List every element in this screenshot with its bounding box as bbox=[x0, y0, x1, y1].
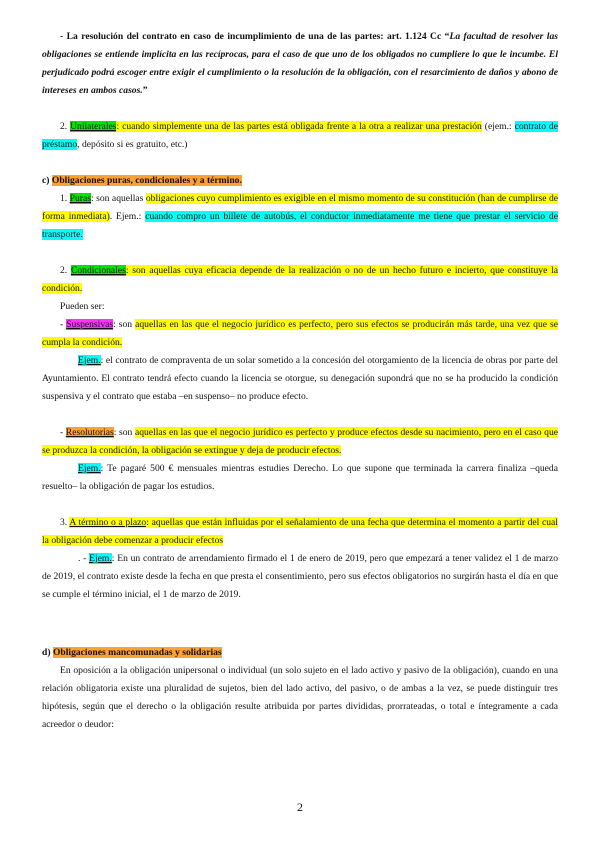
document-page bbox=[42, 28, 558, 734]
suspensivas-example bbox=[42, 352, 558, 406]
section-letter: c) bbox=[42, 175, 52, 186]
term-puras: Puras bbox=[69, 193, 91, 204]
condicionales-definition: aquellas cuya eficacia depende de la realización o no de un hecho futuro e incierto, que constituye la condición. bbox=[42, 265, 559, 294]
resolutorias-example-text: : Te pagaré 500 € mensuales mientras estudies Derecho. Lo que supone que terminada la carrera finaliza –queda resuelto– la obligación de pagar los estudios. bbox=[42, 463, 558, 492]
item-number: 2. bbox=[60, 121, 71, 132]
item-number: 2. bbox=[60, 265, 71, 276]
quote-close: ” bbox=[142, 85, 148, 96]
termino-example-text: : En un contrato de arrendamiento firmado el 1 de enero de 2019, pero que empezará a tener validez el 1 de marzo de 2019, el contrato existe desde la fecha en que presta el consentimiento, pero sus efectos obligatorios no surgirán hasta el día en que se cumple el término inicial, el 1 de marzo de 2019. bbox=[42, 553, 558, 600]
term-a-termino: A término o a plazo bbox=[69, 517, 147, 528]
example-prefix: (ejem.: bbox=[481, 121, 515, 132]
resolutorias-paragraph bbox=[42, 424, 558, 460]
ejem-label: Ejem. bbox=[89, 553, 112, 564]
suspensivas-paragraph bbox=[42, 316, 558, 352]
article-quote: La facultad de resolver las obligaciones se entiende implícita en las recíprocas, para el caso de que uno de los obligados no cumpliere lo que le incumbe. El perjudicado podrá escoger entre exigir el cumplimiento o la resolución de la obligación, con el resarcimiento de daños y abono de intereses en ambos casos. bbox=[42, 31, 558, 96]
unilaterales-definition: : cuando simplemente una de las partes está obligada frente a la otra a realizar una prestación bbox=[116, 121, 482, 132]
resolutorias-definition: aquellas en las que el negocio jurídico es perfecto y produce efectos desde su nacimiento, pero en el caso que se produzca la condición, la obligación se extingue y deja de producir efectos. bbox=[42, 427, 559, 456]
term-resolutorias: Resolutorias bbox=[65, 427, 114, 438]
connector-text: : son aquellas bbox=[91, 193, 146, 204]
section-d-title: Obligaciones mancomunadas y solidarias bbox=[52, 647, 222, 658]
term-unilaterales: Unilaterales bbox=[70, 121, 117, 132]
termino-example bbox=[42, 550, 558, 604]
section-d-body: En oposición a la obligación unipersonal o individual (un solo sujeto en el lado activo y pasivo de la obligación), cuando en una relación obligatoria existe una pluralidad de sujetos, bien del lado activo, del pasivo, o de ambas a la vez, se puede distinguir tres hipótesis, según que el derecho o la obligación resulte atribuida por partes divididas, prorrateadas, o total e íntegramente a cada acreedor o deudor: bbox=[42, 665, 558, 730]
example-suffix: , depósito si es gratuito, etc.) bbox=[77, 139, 188, 150]
resolution-paragraph bbox=[42, 28, 558, 100]
connector-text: : son bbox=[113, 319, 136, 330]
termino-definition: aquellas que están influidas por el señalamiento de una fecha que determina el momento a partir del cual la obligación debe comenzar a producir efectos bbox=[42, 517, 558, 546]
termino-paragraph bbox=[42, 514, 558, 550]
section-c-title: Obligaciones puras, condicionales y a término. bbox=[51, 175, 242, 186]
puras-example: cuando compro un billete de autobús, el conductor inmediatamente me tiene que prestar el servicio de transporte. bbox=[42, 211, 558, 240]
ejem-label: Ejem. bbox=[78, 355, 101, 366]
term-suspensivas: Suspensivas bbox=[66, 319, 114, 330]
item-number: 1. bbox=[60, 193, 70, 204]
section-c-heading bbox=[42, 172, 558, 190]
suspensivas-definition: aquellas en las que el negocio jurídico es perfecto, pero sus efectos se producirán más tarde, una vez que se cumpla la condición. bbox=[42, 319, 558, 348]
connector-text: : son bbox=[125, 265, 150, 276]
connector-text: . Ejem.: bbox=[109, 211, 146, 222]
item-number: 3. bbox=[60, 517, 70, 528]
section-d-heading bbox=[42, 644, 558, 662]
page-number: 2 bbox=[297, 800, 303, 814]
puras-definition: obligaciones cuyo cumplimiento es exigible en el mismo momento de su constitución (han de cumplirse de forma inmediata) bbox=[42, 193, 559, 222]
suspensivas-example-text: : el contrato de compraventa de un solar sometido a la concesión del otorgamiento de la licencia de obras por parte del Ayuntamiento. El contrato tendrá efecto cuando la licencia se otorgue, su denegación supondrá que no se ha producido la condición suspensiva y el contrato que estaba –en suspenso– no produce efecto. bbox=[42, 355, 558, 402]
dash-marker: . - bbox=[78, 553, 90, 564]
connector-text: : bbox=[146, 517, 152, 528]
unilaterales-paragraph bbox=[42, 118, 558, 154]
connector-text: : son bbox=[113, 427, 135, 438]
dash-marker: - bbox=[60, 427, 66, 438]
ejem-label: Ejem. bbox=[78, 463, 101, 474]
resolution-intro: - La resolución del contrato en caso de incumplimiento de una de las partes: art. 1.124 Cc “ bbox=[60, 31, 450, 42]
resolutorias-example bbox=[42, 460, 558, 496]
term-condicionales: Condicionales bbox=[70, 265, 126, 276]
dash-marker: - bbox=[60, 319, 67, 330]
puras-paragraph bbox=[42, 190, 558, 244]
section-letter: d) bbox=[42, 647, 53, 658]
unilaterales-example: contrato de préstamo bbox=[42, 121, 558, 150]
condicionales-paragraph bbox=[42, 262, 558, 298]
pueden-ser-line: Pueden ser: bbox=[60, 301, 105, 312]
